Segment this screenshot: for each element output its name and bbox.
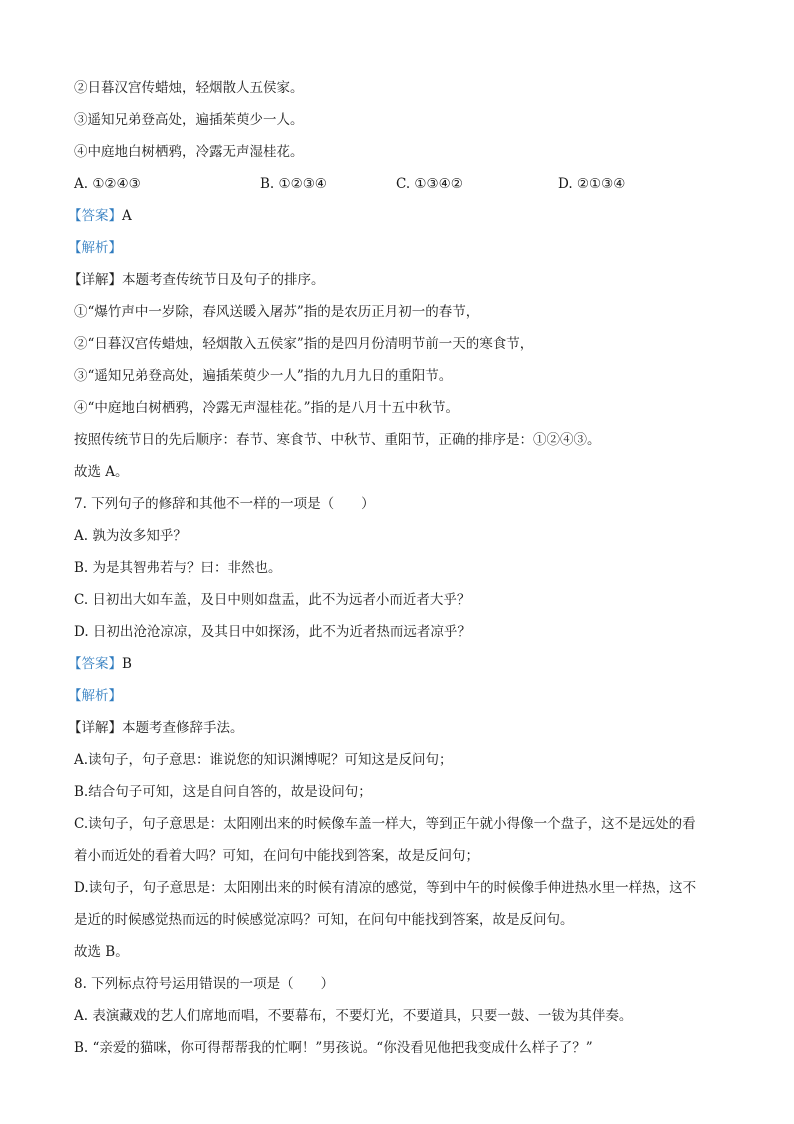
detail-tag: 【详解】 <box>68 720 122 736</box>
q7-option-b: B. 为是其智弗若与？曰：非然也。 <box>74 560 282 576</box>
q7-explain-a: A.读句子，句子意思：谁说您的知识渊博呢？可知这是反问句； <box>74 752 453 768</box>
q6-option-d: D. ②①③④ <box>558 176 626 192</box>
analysis-tag: 【解析】 <box>68 688 122 704</box>
q6-order: 按照传统节日的先后顺序：春节、寒食节、中秋节、重阳节，正确的排序是：①②④③。 <box>74 432 601 448</box>
poem-line-4: ④中庭地白树栖鸦，冷露无声湿桂花。 <box>74 144 304 160</box>
q7-stem: 7. 下列句子的修辞和其他不一样的一项是（ ） <box>74 496 375 512</box>
q7-explain-c-2: 着小而近处的看着大吗？可知，在问句中能找到答案，故是反问句； <box>74 848 479 864</box>
q7-explain-d-1: D.读句子，句子意思是：太阳刚出来的时候有清凉的感觉，等到中午的时候像手伸进热水里一样热，这不 <box>74 880 697 896</box>
answer-value: B <box>122 656 132 672</box>
q8-stem: 8. 下列标点符号运用错误的一项是（ ） <box>74 976 335 992</box>
detail-intro: 本题考查传统节日及句子的排序。 <box>122 272 325 288</box>
answer-tag: 【答案】 <box>68 208 122 224</box>
q6-detail <box>68 270 728 290</box>
answer-value: A <box>122 208 132 224</box>
q7-analysis <box>68 686 728 706</box>
q6-explain-3: ③“遥知兄弟登高处，遍插茱萸少一人”指的九月九日的重阳节。 <box>74 368 453 384</box>
q7-explain-d-2: 是近的时候感觉热而远的时候感觉凉吗？可知，在问句中能找到答案，故是反问句。 <box>74 912 574 928</box>
q6-option-b: B. ①②③④ <box>260 176 327 192</box>
q7-option-c: C. 日初出大如车盖，及日中则如盘盂，此不为远者小而近者大乎？ <box>74 592 471 608</box>
q6-explain-1: ①“爆竹声中一岁除，春风送暖入屠苏”指的是农历正月初一的春节， <box>74 304 480 320</box>
q7-option-d: D. 日初出沧沧凉凉，及其日中如探汤，此不为近者热而远者凉乎？ <box>74 624 471 640</box>
answer-tag: 【答案】 <box>68 656 122 672</box>
q7-explain-b: B.结合句子可知，这是自问自答的，故是设问句； <box>74 784 372 800</box>
q7-explain-c-1: C.读句子，句子意思是：太阳刚出来的时候像车盖一样大，等到正午就小得像一个盘子，这不是远处的看 <box>74 816 696 832</box>
detail-intro: 本题考查修辞手法。 <box>122 720 244 736</box>
q6-answer <box>68 206 728 226</box>
q7-detail <box>68 718 728 738</box>
q8-option-b: B. “亲爱的猫咪，你可得帮帮我的忙啊！”男孩说。“你没看见他把我变成什么样子了？” <box>74 1040 593 1056</box>
q6-analysis <box>68 238 728 258</box>
poem-line-3: ③遥知兄弟登高处，遍插茱萸少一人。 <box>74 112 304 128</box>
q6-conclusion: 故选 A。 <box>74 464 129 480</box>
q7-answer <box>68 654 728 674</box>
q6-explain-2: ②“日暮汉宫传蜡烛，轻烟散入五侯家”指的是四月份清明节前一天的寒食节， <box>74 336 534 352</box>
q6-explain-4: ④“中庭地白树栖鸦，冷露无声湿桂花。”指的是八月十五中秋节。 <box>74 400 460 416</box>
detail-tag: 【详解】 <box>68 272 122 288</box>
q7-conclusion: 故选 B。 <box>74 944 129 960</box>
poem-line-2: ②日暮汉宫传蜡烛，轻烟散人五侯家。 <box>74 80 304 96</box>
q7-option-a: A. 孰为汝多知乎？ <box>74 528 187 544</box>
q6-option-a: A. ①②④③ <box>74 176 141 192</box>
q8-option-a: A. 表演藏戏的艺人们席地而唱，不要幕布，不要灯光，不要道具，只要一鼓、一钹为其伴奏。 <box>74 1008 633 1024</box>
q6-option-c: C. ①③④② <box>396 176 463 192</box>
analysis-tag: 【解析】 <box>68 240 122 256</box>
